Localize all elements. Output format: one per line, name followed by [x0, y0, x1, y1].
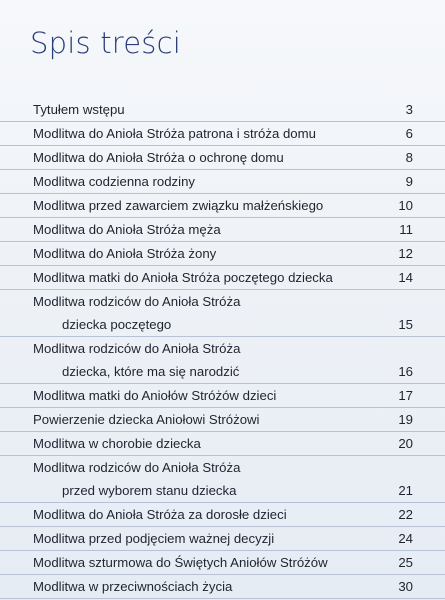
toc-entry-continuation	[0, 360, 445, 384]
toc-page-number: 17	[398, 388, 413, 403]
toc-entry	[0, 98, 445, 122]
toc-entry-title: Modlitwa w chorobie dziecka	[33, 436, 201, 451]
toc-entry-title: Modlitwa rodziców do Anioła Stróża	[33, 460, 241, 475]
page-title: Spis treści	[30, 26, 182, 60]
toc-entry-title: Modlitwa do Anioła Stróża męża	[33, 222, 221, 237]
toc-entry-continuation	[0, 479, 445, 503]
toc-entry	[0, 503, 445, 527]
toc-page-number: 25	[398, 555, 413, 570]
toc-entry-title: Powierzenie dziecka Aniołowi Stróżowi	[33, 412, 260, 427]
toc-entry-title: Modlitwa szturmowa do Świętych Aniołów Stróżów	[33, 555, 328, 570]
toc-page-number: 24	[398, 531, 413, 546]
toc-entry-title: Modlitwa w przeciwnościach życia	[33, 579, 233, 594]
toc-page-number: 22	[398, 507, 413, 522]
toc-entry-title: Modlitwa do Anioła Stróża żony	[33, 246, 217, 261]
toc-page-number: 8	[405, 150, 413, 165]
toc-page-number: 12	[398, 246, 413, 261]
toc-entry	[0, 290, 445, 313]
toc-page-number: 11	[399, 222, 413, 237]
toc-entry	[0, 218, 445, 242]
toc-entry-title: Modlitwa do Anioła Stróża o ochronę domu	[33, 150, 284, 165]
toc-entry	[0, 146, 445, 170]
toc-entry	[0, 408, 445, 432]
toc-entry-continuation	[0, 313, 445, 337]
toc-entry-title-continued: dziecka, które ma się narodzić	[62, 364, 240, 379]
toc-entry-title-continued: dziecka poczętego	[62, 317, 172, 332]
toc-entry	[0, 266, 445, 290]
toc-page-number: 15	[398, 317, 413, 332]
toc-page-number: 21	[398, 483, 413, 498]
toc-entry-title: Modlitwa matki do Aniołów Stróżów dzieci	[33, 388, 277, 403]
toc-entry-title-continued: przed wyborem stanu dziecka	[62, 483, 237, 498]
toc-page-number: 19	[398, 412, 413, 427]
toc-entry	[0, 122, 445, 146]
toc-page-number: 30	[398, 579, 413, 594]
toc-entry	[0, 527, 445, 551]
toc-entry-title: Modlitwa matki do Anioła Stróża poczętego dziecka	[33, 270, 333, 285]
toc-entry	[0, 194, 445, 218]
toc-entry	[0, 575, 445, 599]
toc-entry-title: Modlitwa przed zawarciem związku małżeńskiego	[33, 198, 324, 213]
toc-entry	[0, 384, 445, 408]
table-of-contents	[0, 98, 445, 599]
toc-page-number: 20	[398, 436, 413, 451]
toc-entry	[0, 242, 445, 266]
toc-entry-title: Modlitwa przed podjęciem ważnej decyzji	[33, 531, 275, 546]
toc-entry	[0, 170, 445, 194]
toc-page-number: 14	[398, 270, 413, 285]
toc-page-number: 16	[398, 364, 413, 379]
toc-entry	[0, 456, 445, 479]
toc-entry-title: Modlitwa codzienna rodziny	[33, 174, 195, 189]
toc-entry-title: Modlitwa rodziców do Anioła Stróża	[33, 294, 241, 309]
toc-page-number: 9	[405, 174, 413, 189]
toc-entry	[0, 432, 445, 456]
toc-entry-title: Modlitwa do Anioła Stróża za dorosłe dzieci	[33, 507, 287, 522]
toc-page-number: 3	[405, 102, 413, 117]
toc-entry	[0, 551, 445, 575]
toc-page-number: 6	[405, 126, 413, 141]
toc-entry-title: Modlitwa rodziców do Anioła Stróża	[33, 341, 241, 356]
toc-entry	[0, 337, 445, 360]
toc-entry-title: Modlitwa do Anioła Stróża patrona i stróża domu	[33, 126, 316, 141]
toc-page-number: 10	[398, 198, 413, 213]
toc-entry-title: Tytułem wstępu	[33, 102, 125, 117]
